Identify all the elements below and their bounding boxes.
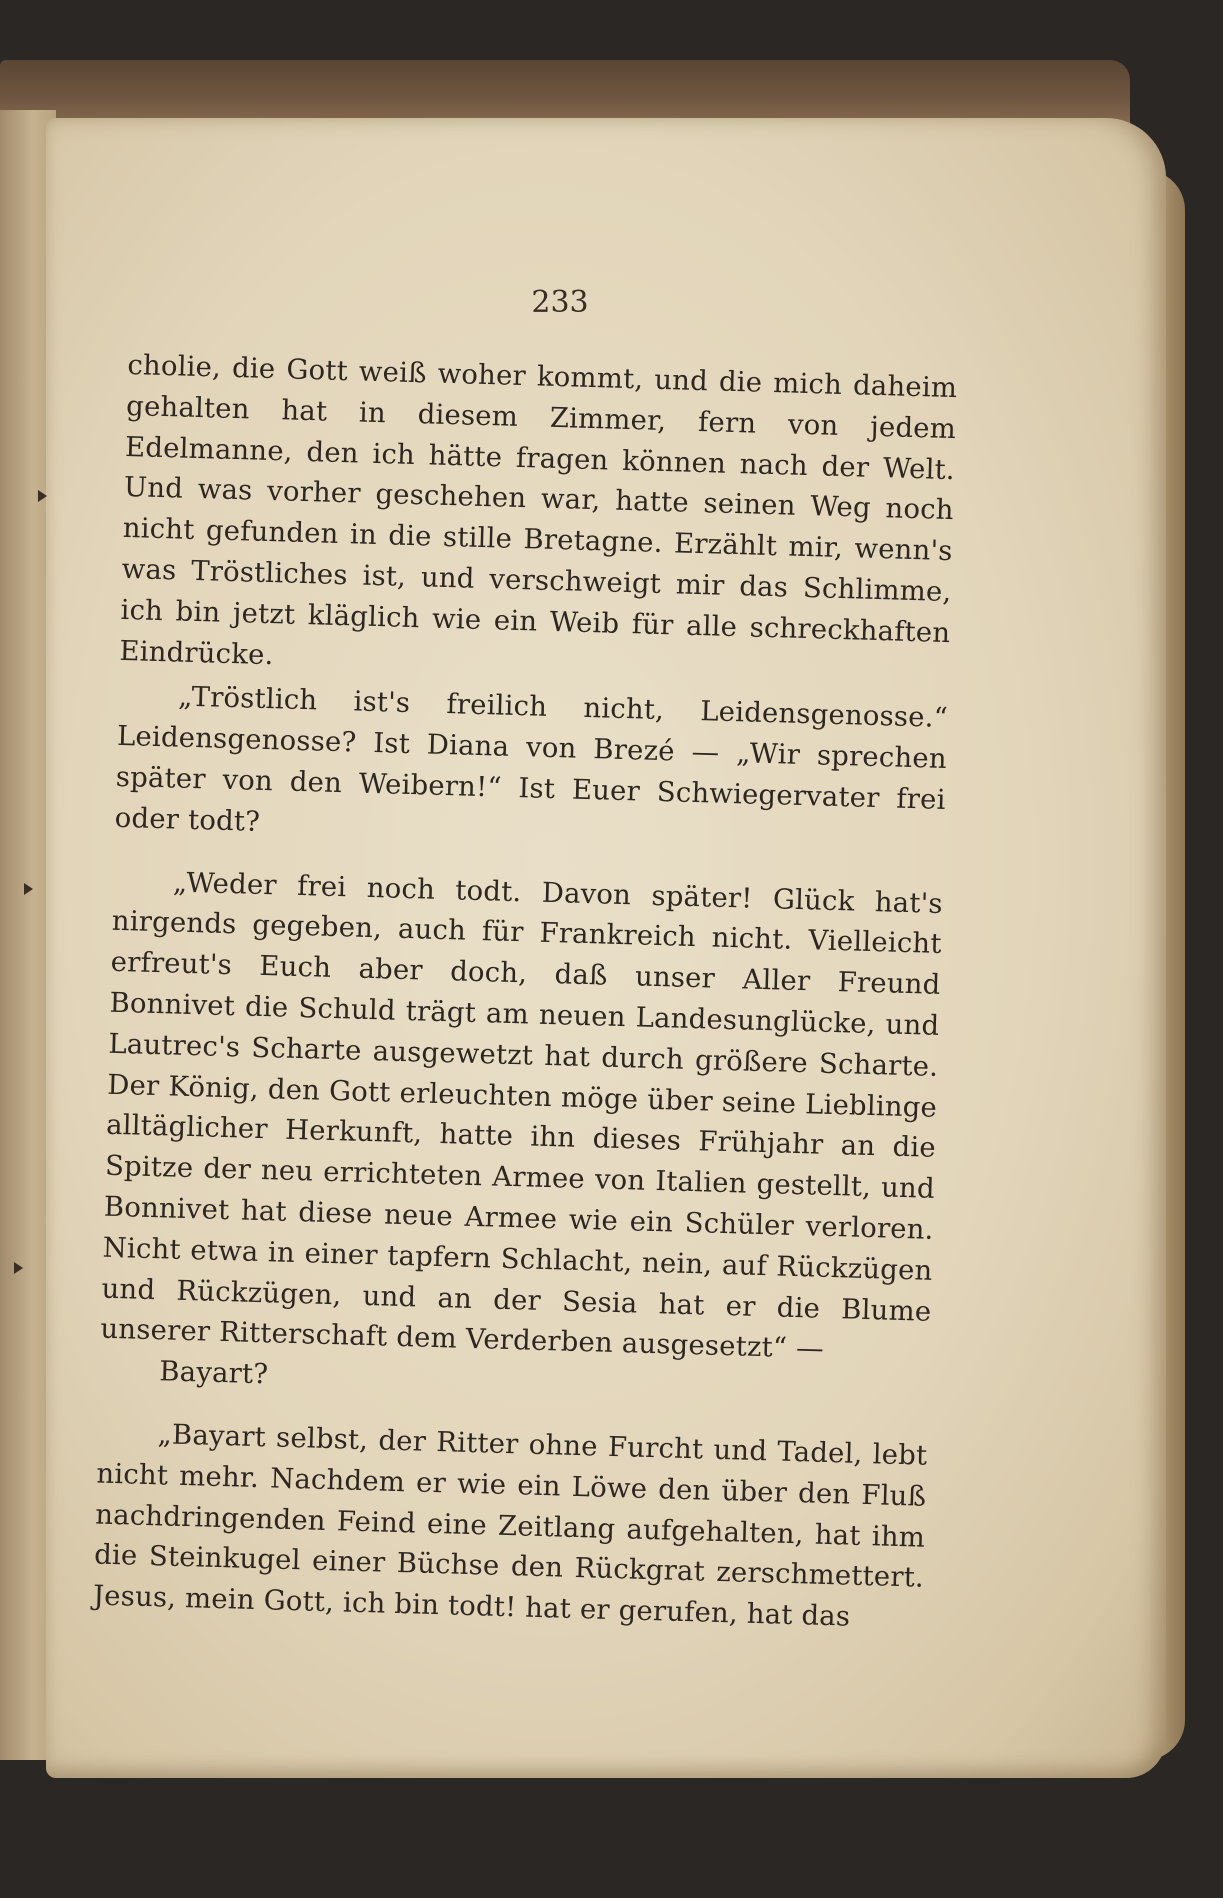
margin-mark: [38, 490, 47, 502]
paragraph: „Weder frei noch todt. Davon später! Glück hat's nirgends gegeben, auch für Frankreich nicht. Vielleicht erfreut's Euch aber doch, daß unser Aller Freund Bonnivet die Schuld trägt am neuen Landesunglücke, und Lautrec's Scharte ausgewetzt hat durch größere Scharte. Der König, den Gott erleuchten möge über seine Lieblinge alltäglicher Herkunft, hatte ihn dieses Frühjahr an die Spitze der neu errichteten Armee von Italien gestellt, und Bonnivet hat diese neue Armee wie ein Schüler verloren. Nicht etwa in einer tapfern Schlacht, nein, auf Rückzügen und Rückzügen, und an der Sesia hat er die Blume unserer Ritterschaft dem Verderben ausgesetzt“ —: [100, 866, 944, 1366]
paragraph: „Tröstlich ist's freilich nicht, Leidensgenosse.“ Leidensgenosse? Ist Diana von Brezé — „Wir sprechen später von den Weibern!“ Ist Euer Schwiegervater frei oder todt?: [114, 680, 949, 838]
paragraph: Bayart?: [158, 1355, 269, 1391]
margin-mark: [24, 883, 33, 895]
page-body-text: [92, 345, 957, 1640]
paragraph: cholie, die Gott weiß woher kommt, und die mich daheim gehalten hat in diesem Zimmer, fern von jedem Edelmanne, den ich hätte fragen können nach der Welt. Und was vorher geschehen war, hatte seinen Weg noch nicht gefunden in die stille Bretagne. Erzählt mir, wenn's was Tröstliches ist, und verschweigt mir das Schlimme, ich bin jetzt kläglich wie ein Weib für alle schreckhaften Eindrücke.: [119, 348, 958, 671]
page-number: 233: [531, 285, 589, 320]
margin-mark: [14, 1262, 23, 1274]
paragraph: „Bayart selbst, der Ritter ohne Furcht und Tadel, lebt nicht mehr. Nachdem er wie ein Löwe den über den Fluß nachdringenden Feind eine Zeitlang aufgehalten, hat ihm die Steinkugel einer Büchse den Rückgrat zerschmettert. Jesus, mein Gott, ich bin todt! hat er gerufen, hat das: [92, 1418, 928, 1633]
